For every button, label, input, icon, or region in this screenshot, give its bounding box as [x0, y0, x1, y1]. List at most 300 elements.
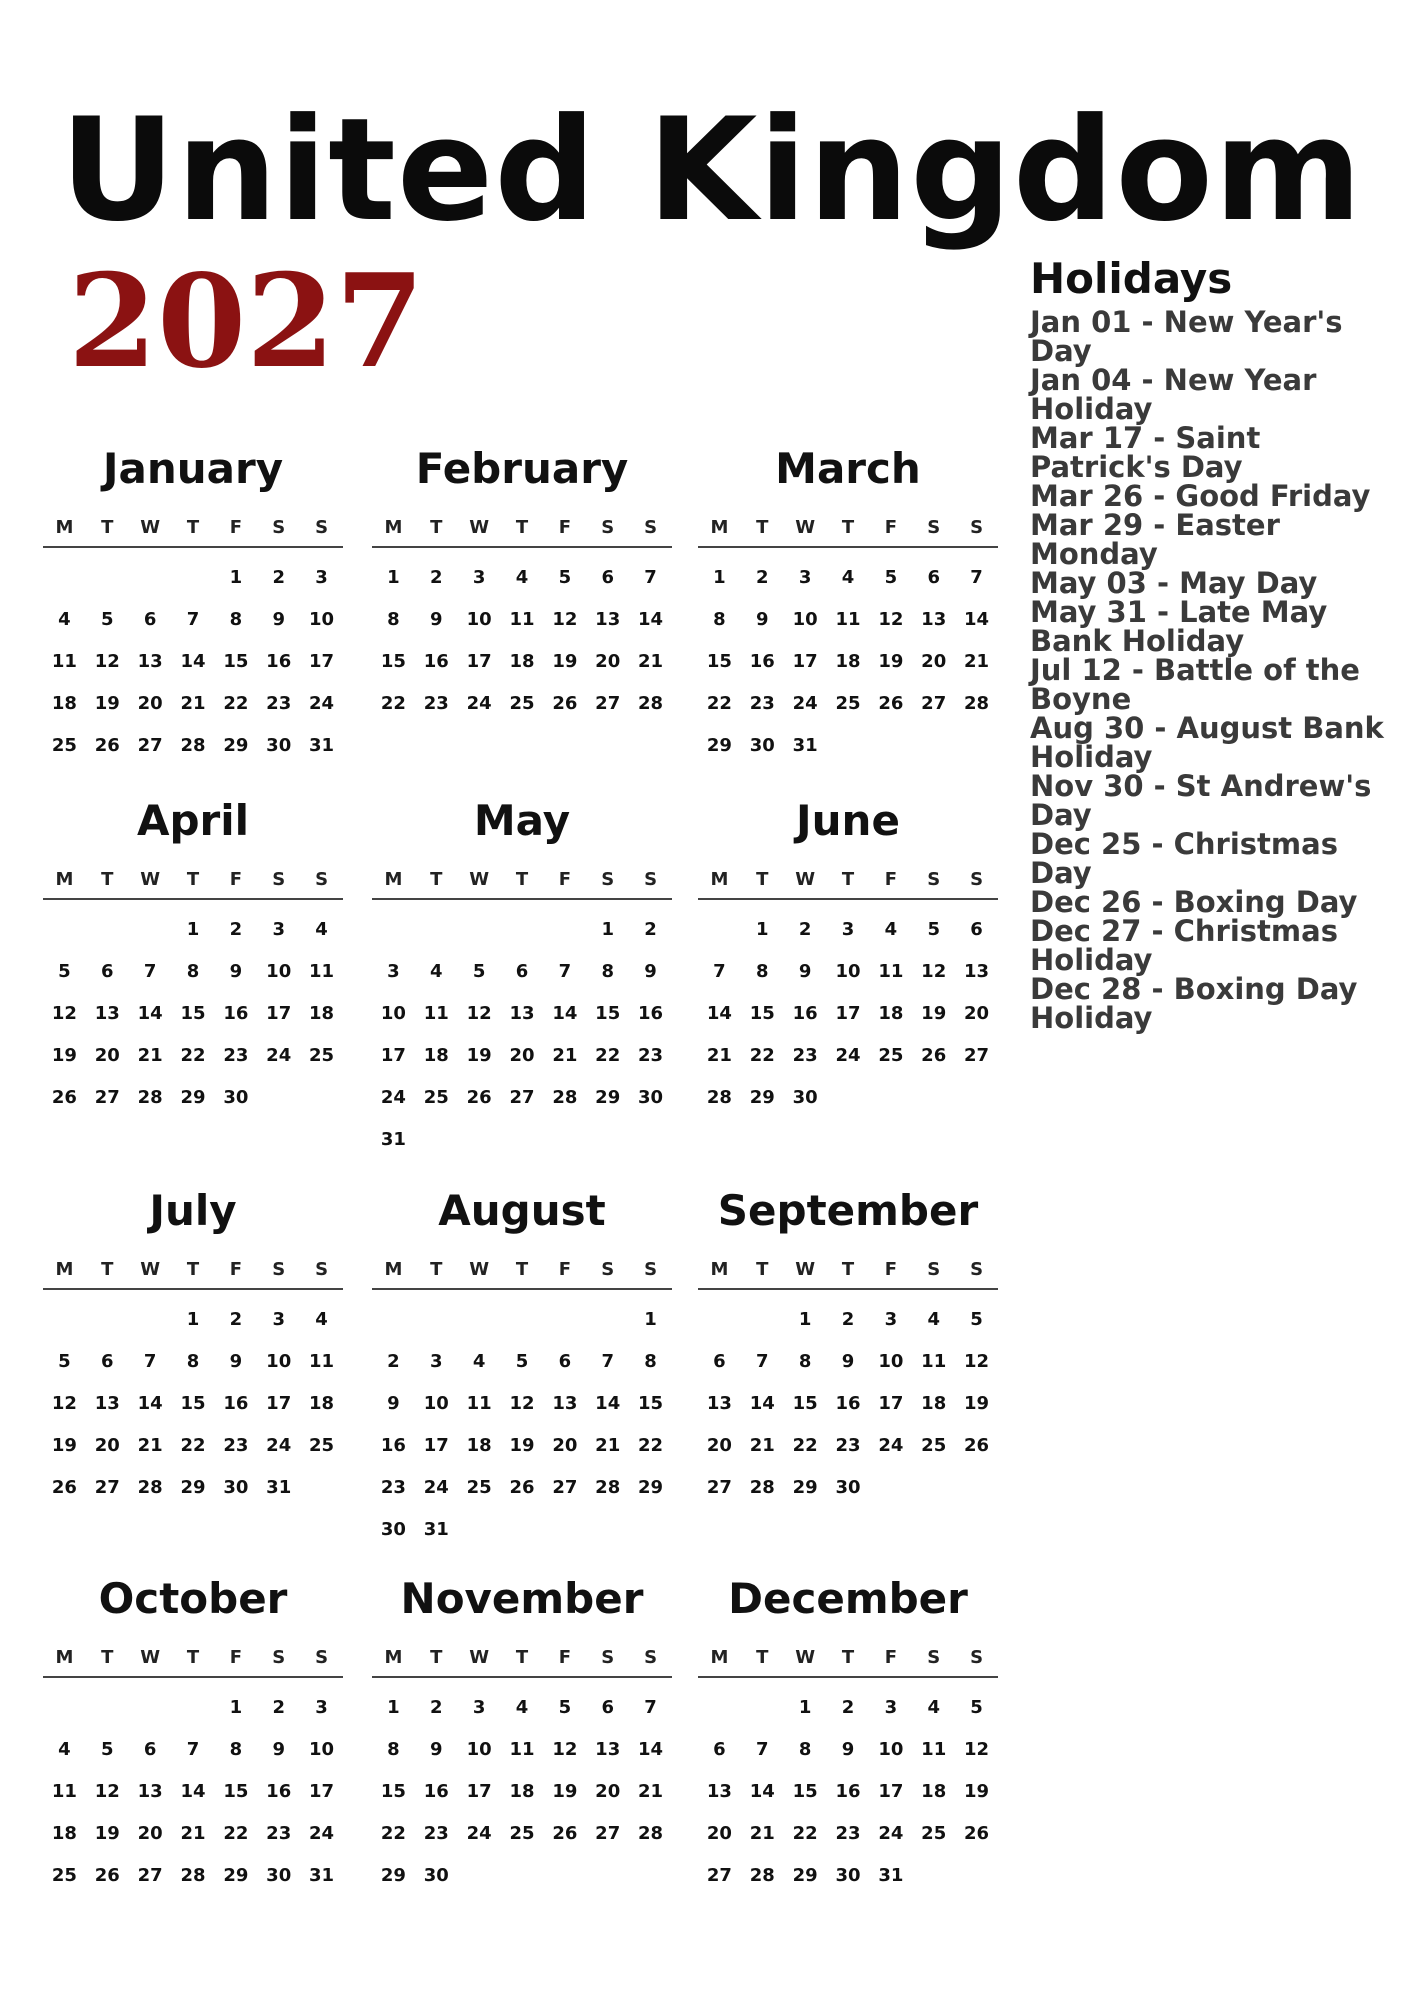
day-cell: 16: [749, 650, 775, 672]
day-cell: 26: [921, 1044, 947, 1066]
day-cell: 7: [186, 608, 200, 630]
day-cell: 24: [792, 692, 818, 714]
day-cell: 25: [921, 1822, 947, 1844]
day-cell: 16: [638, 1002, 664, 1024]
day-cell: 16: [266, 1780, 292, 1802]
day-cell: 14: [595, 1392, 621, 1414]
month-may: [372, 796, 672, 1160]
holiday-line: May 03 - May Day: [1030, 566, 1318, 601]
day-cell: 10: [835, 960, 861, 982]
day-cell: 18: [835, 650, 861, 672]
day-grid: [698, 556, 998, 766]
day-cell: 29: [638, 1476, 664, 1498]
day-cell: 14: [638, 1738, 664, 1760]
day-cell: 25: [878, 1044, 904, 1066]
day-cell: 6: [927, 566, 940, 588]
weekday-label: T: [186, 516, 200, 538]
day-cell: 6: [601, 566, 614, 588]
weekday-label: M: [55, 516, 74, 538]
day-cell: 18: [309, 1392, 335, 1414]
day-cell: 1: [798, 1308, 812, 1330]
day-cell: 17: [266, 1002, 292, 1024]
weekday-label: S: [970, 516, 984, 538]
day-cell: 5: [515, 1350, 529, 1372]
day-cell: 6: [101, 1350, 114, 1372]
day-cell: 2: [756, 566, 769, 588]
day-cell: 27: [137, 734, 163, 756]
day-cell: 7: [558, 960, 572, 982]
day-cell: 4: [515, 1696, 529, 1718]
day-cell: 14: [137, 1392, 163, 1414]
day-cell: 10: [266, 1350, 292, 1372]
day-cell: 18: [921, 1780, 947, 1802]
day-cell: 2: [229, 1308, 243, 1330]
day-cell: 19: [51, 1044, 77, 1066]
day-cell: 8: [756, 960, 769, 982]
day-cell: 1: [229, 1696, 243, 1718]
day-cell: 8: [186, 960, 200, 982]
day-cell: 5: [927, 918, 940, 940]
day-cell: 7: [644, 1696, 657, 1718]
day-cell: 1: [644, 1308, 657, 1330]
weekday-label: F: [558, 516, 571, 538]
day-cell: 14: [749, 1780, 775, 1802]
holiday-line: Mar 29 - Easter: [1030, 508, 1280, 543]
day-cell: 15: [749, 1002, 775, 1024]
day-cell: 5: [58, 960, 71, 982]
day-cell: 30: [223, 1086, 249, 1108]
day-cell: 28: [964, 692, 990, 714]
weekday-label: W: [795, 1258, 816, 1280]
day-cell: 18: [921, 1392, 947, 1414]
day-cell: 19: [51, 1434, 77, 1456]
day-cell: 29: [180, 1476, 206, 1498]
day-cell: 1: [186, 918, 200, 940]
day-cell: 29: [792, 1476, 818, 1498]
day-cell: 8: [798, 1738, 812, 1760]
day-cell: 8: [229, 1738, 243, 1760]
day-cell: 10: [878, 1350, 904, 1372]
day-grid: [372, 908, 672, 1160]
day-cell: 15: [595, 1002, 621, 1024]
day-cell: 17: [466, 1780, 492, 1802]
day-cell: 3: [430, 1350, 443, 1372]
day-cell: 4: [315, 918, 328, 940]
day-cell: 5: [970, 1308, 983, 1330]
day-grid: [698, 1686, 998, 1896]
day-cell: 26: [51, 1086, 77, 1108]
day-cell: 1: [186, 1308, 200, 1330]
day-cell: 28: [552, 1086, 578, 1108]
day-cell: 11: [51, 1780, 77, 1802]
day-cell: 10: [466, 608, 492, 630]
holiday-line: Holiday: [1030, 1001, 1153, 1036]
day-cell: 21: [180, 692, 206, 714]
day-cell: 17: [380, 1044, 406, 1066]
month-name: February: [415, 444, 629, 493]
day-cell: 18: [51, 692, 77, 714]
day-cell: 5: [884, 566, 898, 588]
weekday-label: T: [515, 1646, 529, 1668]
day-grid: [372, 1686, 672, 1896]
day-cell: 2: [229, 918, 243, 940]
month-name: July: [149, 1186, 237, 1235]
day-cell: 12: [964, 1738, 990, 1760]
day-cell: 28: [137, 1086, 163, 1108]
day-cell: 24: [878, 1822, 904, 1844]
holiday-line: Holiday: [1030, 943, 1153, 978]
day-cell: 16: [423, 1780, 449, 1802]
day-cell: 7: [601, 1350, 614, 1372]
day-cell: 22: [223, 692, 249, 714]
day-cell: 11: [309, 1350, 335, 1372]
day-cell: 4: [927, 1308, 940, 1330]
day-cell: 13: [706, 1392, 732, 1414]
day-cell: 26: [552, 692, 578, 714]
day-cell: 8: [798, 1350, 812, 1372]
day-cell: 25: [309, 1044, 335, 1066]
day-cell: 1: [229, 566, 243, 588]
day-cell: 3: [387, 960, 400, 982]
day-cell: 15: [223, 650, 249, 672]
day-cell: 12: [94, 1780, 120, 1802]
day-cell: 5: [472, 960, 486, 982]
day-cell: 10: [423, 1392, 449, 1414]
day-cell: 20: [137, 1822, 163, 1844]
day-cell: 31: [792, 734, 818, 756]
day-cell: 4: [430, 960, 443, 982]
day-cell: 3: [798, 566, 812, 588]
weekday-label: W: [469, 1646, 490, 1668]
day-cell: 29: [706, 734, 732, 756]
holiday-line: Dec 26 - Boxing Day: [1030, 885, 1358, 920]
day-cell: 29: [595, 1086, 621, 1108]
day-cell: 26: [466, 1086, 492, 1108]
weekday-label: M: [384, 1258, 403, 1280]
weekday-label: S: [315, 868, 329, 890]
month-june: [698, 796, 998, 1118]
day-grid: [43, 1298, 343, 1508]
day-cell: 26: [94, 1864, 120, 1886]
day-cell: 20: [552, 1434, 578, 1456]
day-cell: 16: [223, 1392, 249, 1414]
day-cell: 23: [792, 1044, 818, 1066]
day-cell: 20: [706, 1434, 732, 1456]
day-cell: 20: [921, 650, 947, 672]
day-cell: 30: [835, 1864, 861, 1886]
day-cell: 12: [51, 1392, 77, 1414]
day-cell: 12: [552, 608, 578, 630]
weekday-label: W: [469, 868, 490, 890]
day-cell: 22: [180, 1434, 206, 1456]
day-cell: 14: [137, 1002, 163, 1024]
holiday-line: Holiday: [1030, 392, 1153, 427]
day-cell: 12: [921, 960, 947, 982]
day-cell: 13: [509, 1002, 535, 1024]
day-cell: 8: [644, 1350, 657, 1372]
day-cell: 14: [638, 608, 664, 630]
day-cell: 22: [638, 1434, 664, 1456]
day-cell: 31: [878, 1864, 904, 1886]
day-cell: 26: [878, 692, 904, 714]
weekday-label: M: [55, 1646, 74, 1668]
day-cell: 4: [472, 1350, 486, 1372]
holiday-line: Dec 28 - Boxing Day: [1030, 972, 1358, 1007]
day-cell: 23: [835, 1822, 861, 1844]
weekday-label: T: [101, 868, 114, 890]
day-cell: 21: [638, 650, 664, 672]
day-cell: 7: [186, 1738, 200, 1760]
weekday-label: S: [927, 516, 941, 538]
day-cell: 3: [884, 1696, 898, 1718]
day-cell: 29: [180, 1086, 206, 1108]
day-cell: 20: [94, 1044, 120, 1066]
day-cell: 8: [387, 608, 400, 630]
day-cell: 16: [835, 1392, 861, 1414]
day-cell: 15: [223, 1780, 249, 1802]
day-cell: 11: [509, 608, 535, 630]
day-cell: 7: [143, 1350, 157, 1372]
weekday-label: S: [644, 868, 658, 890]
day-cell: 6: [515, 960, 529, 982]
holiday-line: May 31 - Late May: [1030, 595, 1328, 630]
day-cell: 19: [964, 1392, 990, 1414]
day-cell: 26: [964, 1822, 990, 1844]
day-cell: 18: [309, 1002, 335, 1024]
day-cell: 12: [466, 1002, 492, 1024]
day-cell: 8: [186, 1350, 200, 1372]
day-cell: 22: [792, 1434, 818, 1456]
day-cell: 28: [638, 692, 664, 714]
weekday-label: M: [384, 516, 403, 538]
weekday-label: W: [140, 1646, 161, 1668]
day-cell: 6: [143, 1738, 157, 1760]
holiday-line: Bank Holiday: [1030, 624, 1245, 659]
month-name: October: [98, 1574, 288, 1623]
day-cell: 10: [309, 1738, 335, 1760]
day-cell: 1: [713, 566, 726, 588]
day-cell: 13: [706, 1780, 732, 1802]
day-cell: 9: [756, 608, 769, 630]
header-divider: [43, 898, 343, 900]
day-cell: 10: [380, 1002, 406, 1024]
day-cell: 20: [706, 1822, 732, 1844]
day-cell: 24: [878, 1434, 904, 1456]
day-cell: 24: [380, 1086, 406, 1108]
day-cell: 16: [792, 1002, 818, 1024]
day-cell: 9: [430, 1738, 443, 1760]
day-cell: 27: [964, 1044, 990, 1066]
day-cell: 4: [515, 566, 529, 588]
holidays-panel: [1030, 254, 1410, 1036]
header-divider: [43, 1676, 343, 1678]
day-cell: 23: [266, 1822, 292, 1844]
weekday-label: S: [927, 868, 941, 890]
weekday-label: T: [186, 1646, 200, 1668]
day-cell: 9: [229, 1350, 243, 1372]
weekday-label: T: [101, 1646, 114, 1668]
page-title: United Kingdom: [60, 88, 1363, 253]
day-cell: 27: [595, 1822, 621, 1844]
weekday-label: M: [384, 868, 403, 890]
day-cell: 14: [749, 1392, 775, 1414]
day-cell: 21: [137, 1434, 163, 1456]
day-grid: [43, 556, 343, 766]
day-cell: 14: [552, 1002, 578, 1024]
day-cell: 9: [841, 1350, 855, 1372]
weekday-label: S: [644, 1258, 658, 1280]
day-cell: 12: [964, 1350, 990, 1372]
day-cell: 28: [180, 734, 206, 756]
weekday-label: T: [756, 868, 769, 890]
day-cell: 11: [51, 650, 77, 672]
day-cell: 15: [380, 1780, 406, 1802]
day-cell: 20: [964, 1002, 990, 1024]
day-cell: 24: [309, 1822, 335, 1844]
day-cell: 14: [180, 650, 206, 672]
day-cell: 26: [94, 734, 120, 756]
day-cell: 1: [798, 1696, 812, 1718]
day-cell: 9: [798, 960, 812, 982]
weekday-header: [698, 1640, 998, 1674]
day-cell: 16: [835, 1780, 861, 1802]
day-cell: 27: [595, 692, 621, 714]
header-divider: [372, 1288, 672, 1290]
weekday-label: W: [795, 516, 816, 538]
holiday-line: Mar 17 - Saint: [1030, 421, 1261, 456]
day-cell: 9: [272, 1738, 285, 1760]
day-cell: 25: [921, 1434, 947, 1456]
month-april: [43, 796, 343, 1118]
day-cell: 17: [466, 650, 492, 672]
day-cell: 14: [180, 1780, 206, 1802]
day-cell: 5: [58, 1350, 71, 1372]
day-cell: 26: [51, 1476, 77, 1498]
weekday-label: S: [315, 1258, 329, 1280]
day-cell: 21: [552, 1044, 578, 1066]
weekday-label: F: [229, 1646, 242, 1668]
day-cell: 22: [792, 1822, 818, 1844]
day-cell: 16: [423, 650, 449, 672]
weekday-label: W: [795, 1646, 816, 1668]
weekday-label: T: [101, 516, 114, 538]
day-cell: 29: [223, 734, 249, 756]
day-cell: 12: [552, 1738, 578, 1760]
day-cell: 17: [878, 1392, 904, 1414]
day-cell: 31: [266, 1476, 292, 1498]
day-cell: 13: [552, 1392, 578, 1414]
month-name: January: [102, 444, 284, 493]
day-cell: 10: [266, 960, 292, 982]
day-grid: [43, 1686, 343, 1896]
day-cell: 23: [266, 692, 292, 714]
weekday-label: M: [710, 516, 729, 538]
weekday-label: T: [756, 1258, 769, 1280]
day-cell: 7: [970, 566, 983, 588]
day-grid: [698, 1298, 998, 1508]
weekday-label: T: [841, 516, 855, 538]
weekday-label: S: [315, 1646, 329, 1668]
day-cell: 1: [387, 566, 400, 588]
day-cell: 27: [706, 1476, 732, 1498]
day-cell: 24: [266, 1044, 292, 1066]
header-divider: [698, 898, 998, 900]
day-cell: 13: [137, 650, 163, 672]
day-cell: 22: [749, 1044, 775, 1066]
day-cell: 27: [137, 1864, 163, 1886]
day-cell: 30: [223, 1476, 249, 1498]
weekday-label: W: [469, 516, 490, 538]
weekday-label: T: [430, 1646, 443, 1668]
day-cell: 13: [595, 608, 621, 630]
weekday-header: [372, 1640, 672, 1674]
holiday-line: Jan 04 - New Year: [1030, 363, 1317, 398]
day-cell: 15: [706, 650, 732, 672]
day-cell: 3: [315, 566, 328, 588]
day-grid: [698, 908, 998, 1118]
day-cell: 7: [713, 960, 726, 982]
day-cell: 15: [180, 1002, 206, 1024]
day-cell: 10: [309, 608, 335, 630]
day-cell: 2: [644, 918, 657, 940]
day-cell: 18: [51, 1822, 77, 1844]
weekday-header: [698, 1252, 998, 1286]
day-cell: 21: [749, 1434, 775, 1456]
day-cell: 13: [964, 960, 990, 982]
day-cell: 20: [137, 692, 163, 714]
holiday-line: Day: [1030, 798, 1092, 833]
day-cell: 23: [638, 1044, 664, 1066]
day-cell: 11: [878, 960, 904, 982]
holiday-line: Aug 30 - August Bank: [1030, 711, 1384, 746]
day-cell: 31: [380, 1128, 406, 1150]
day-cell: 27: [94, 1086, 120, 1108]
day-cell: 3: [315, 1696, 328, 1718]
day-cell: 9: [644, 960, 657, 982]
day-cell: 6: [713, 1350, 726, 1372]
weekday-header: [43, 1640, 343, 1674]
day-cell: 23: [423, 692, 449, 714]
day-cell: 25: [423, 1086, 449, 1108]
holiday-line: Dec 25 - Christmas: [1030, 827, 1338, 862]
day-cell: 3: [272, 918, 285, 940]
day-cell: 27: [94, 1476, 120, 1498]
day-cell: 17: [309, 650, 335, 672]
day-cell: 30: [792, 1086, 818, 1108]
day-cell: 10: [466, 1738, 492, 1760]
header-divider: [372, 1676, 672, 1678]
month-name: March: [775, 444, 921, 493]
day-cell: 24: [466, 692, 492, 714]
day-cell: 19: [552, 650, 578, 672]
day-cell: 2: [272, 566, 285, 588]
day-cell: 13: [921, 608, 947, 630]
day-cell: 25: [509, 692, 535, 714]
day-cell: 20: [595, 1780, 621, 1802]
day-cell: 30: [380, 1518, 406, 1540]
weekday-label: W: [140, 516, 161, 538]
weekday-label: M: [55, 868, 74, 890]
day-cell: 9: [430, 608, 443, 630]
day-cell: 26: [964, 1434, 990, 1456]
weekday-label: S: [644, 516, 658, 538]
day-cell: 25: [509, 1822, 535, 1844]
day-cell: 28: [749, 1864, 775, 1886]
day-cell: 19: [552, 1780, 578, 1802]
day-cell: 15: [380, 650, 406, 672]
day-cell: 12: [51, 1002, 77, 1024]
day-cell: 30: [638, 1086, 664, 1108]
